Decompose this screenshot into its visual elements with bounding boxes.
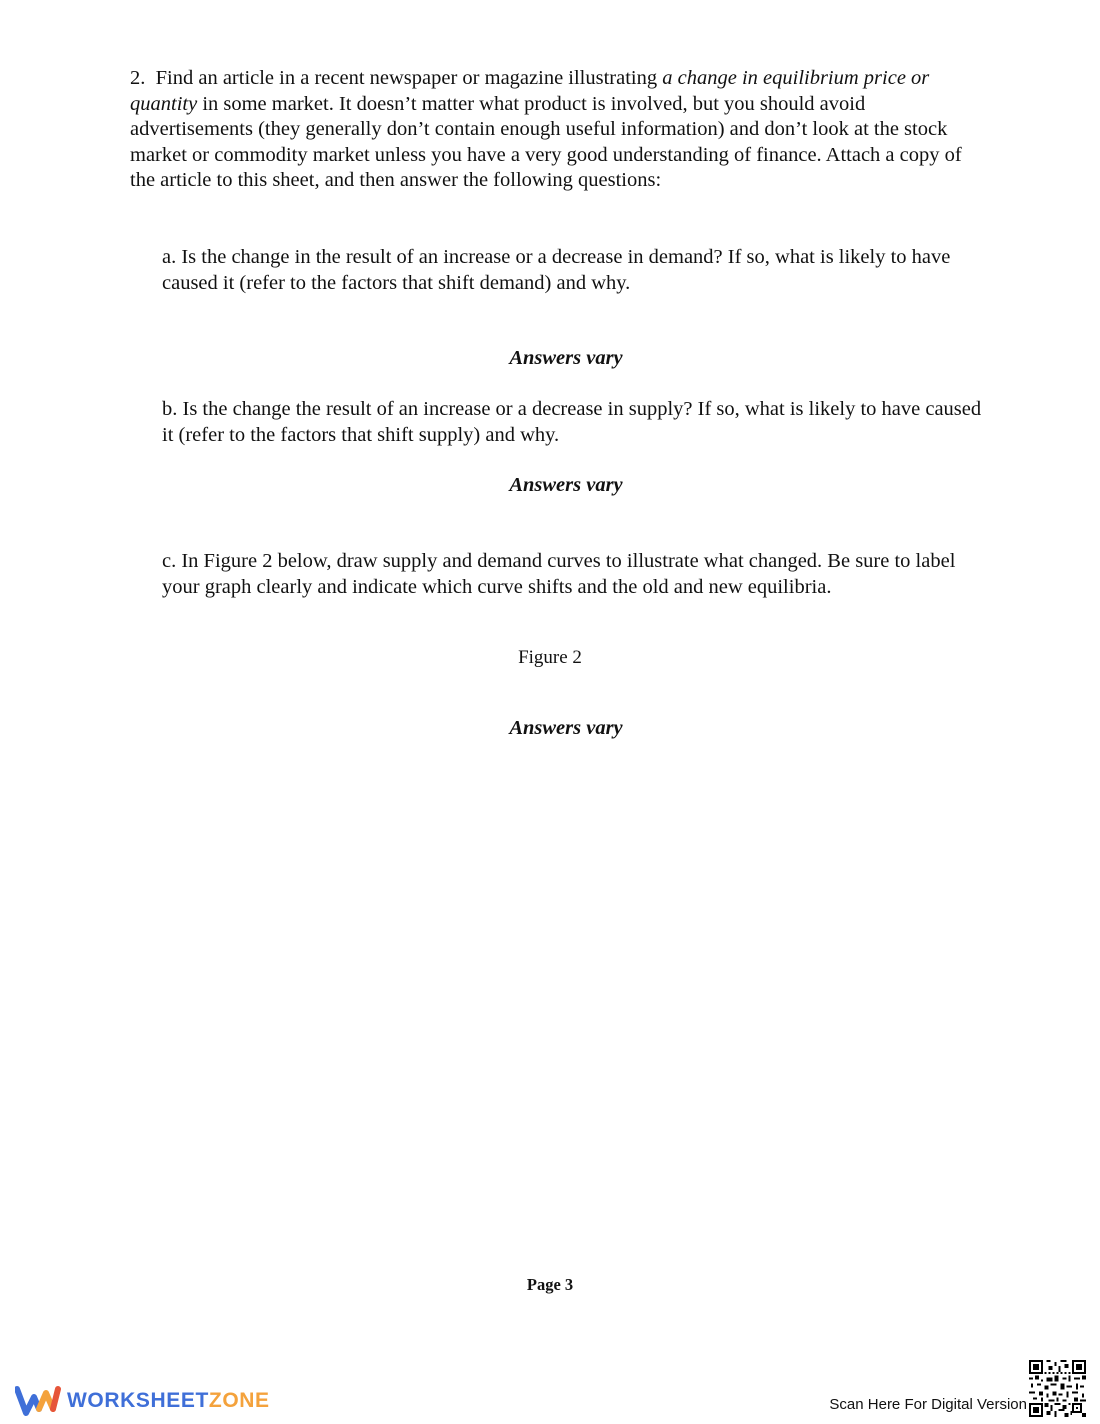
question-number: 2. <box>130 67 146 89</box>
question-2-text-end: in some market. It doesn’t matter what product is involved, but you should avoid advertisements (they generally don’t contain enough useful information) and don’t look at the stock market or commodity market unless you have a very good understanding of finance. Attach a copy of the article to this sheet, and then answer the following questions: <box>130 92 962 191</box>
part-b-prompt: b. Is the change the result of an increase or a decrease in supply? If so, what is likely to have caused it (refer to the factors that shift supply) and why. <box>162 398 982 446</box>
part-a-prompt: a. Is the change in the result of an increase or a decrease in demand? If so, what is likely to have caused it (refer to the factors that shift demand) and why. <box>162 246 951 294</box>
part-c-prompt: c. In Figure 2 below, draw supply and demand curves to illustrate what changed. Be sure to label your graph clearly and indicate which curve shifts and the old and new equilibria. <box>162 550 956 598</box>
part-a-answer: Answers vary <box>509 347 623 369</box>
qr-code-icon[interactable] <box>1029 1360 1086 1417</box>
scan-for-digital-version-label: Scan Here For Digital Version <box>829 1396 1027 1413</box>
brand-word-zone: ZONE <box>208 1389 270 1412</box>
question-2-text <box>130 66 970 194</box>
figure-label: Figure 2 <box>518 647 582 668</box>
part-c-answer: Answers vary <box>509 717 623 739</box>
page-number: Page 3 <box>526 1275 574 1294</box>
worksheetzone-w-logo-icon <box>15 1385 61 1417</box>
worksheetzone-wordmark <box>67 1389 270 1413</box>
question-2-emphasis: a change in equilibrium price or quantity <box>130 67 930 115</box>
question-2-text-start: Find an article in a recent newspaper or magazine illustrating <box>155 67 663 89</box>
part-b-answer: Answers vary <box>509 474 623 496</box>
worksheetzone-brand[interactable] <box>15 1384 270 1418</box>
brand-word-worksheet: WORKSHEET <box>67 1389 209 1412</box>
